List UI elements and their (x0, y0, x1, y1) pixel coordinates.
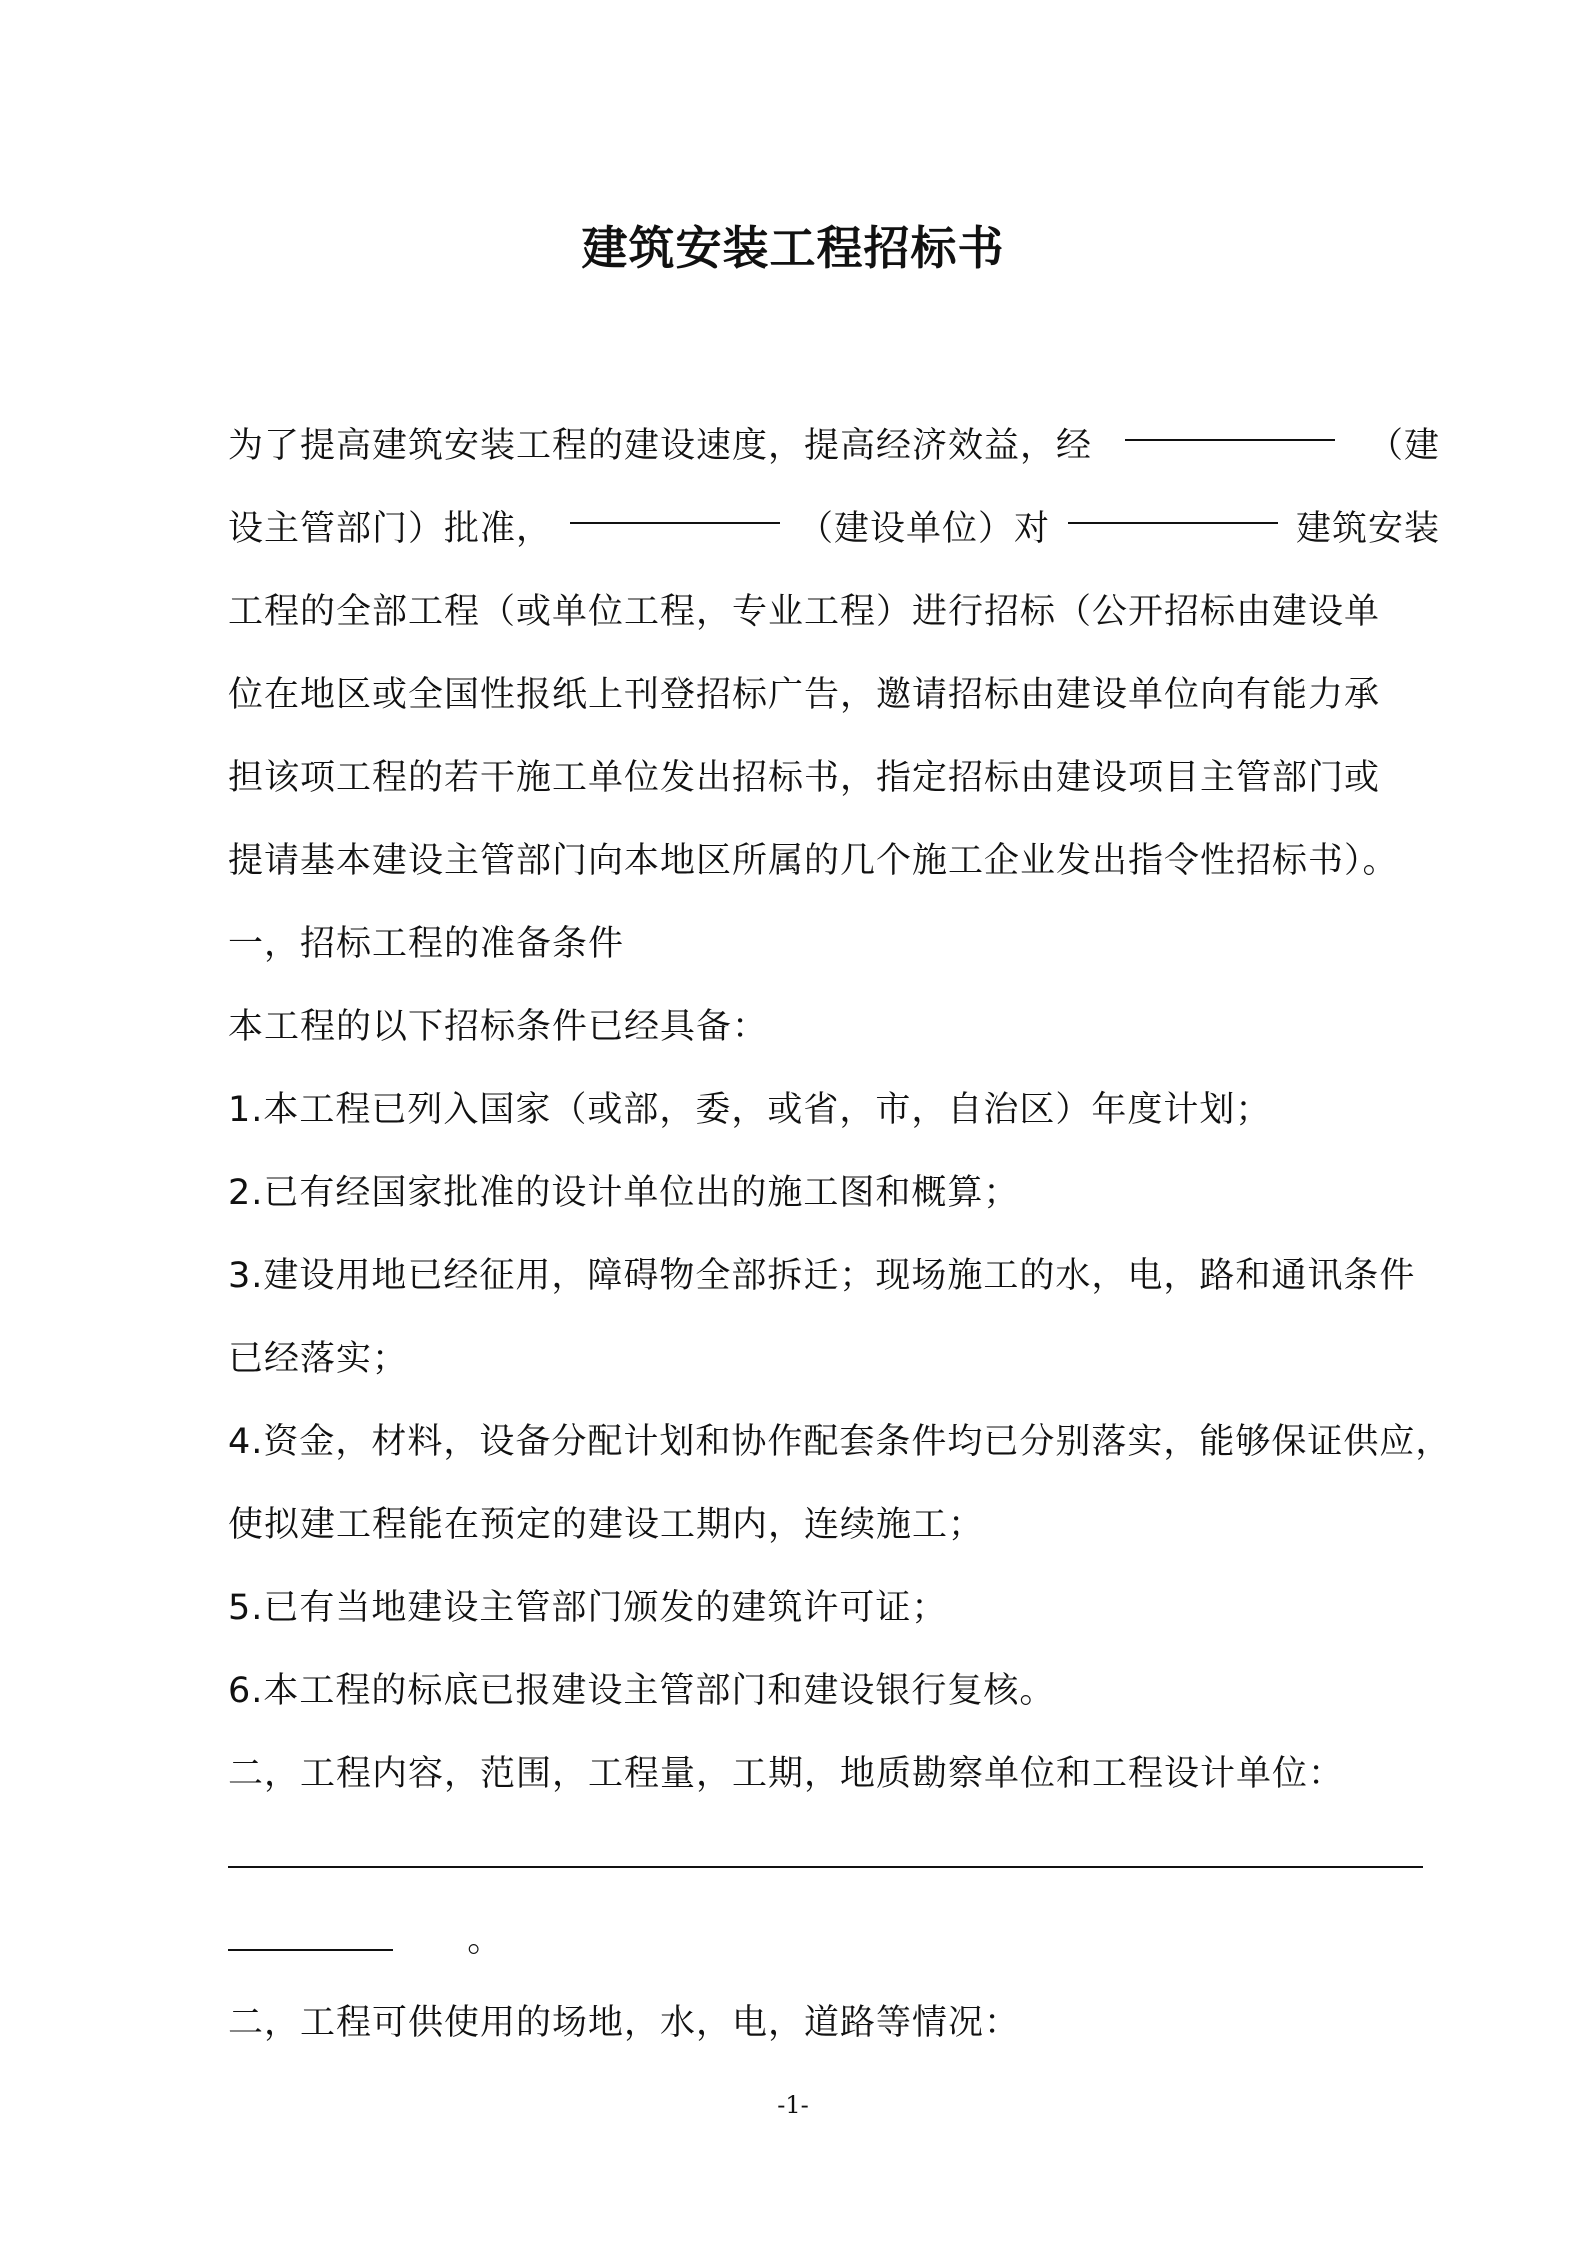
section-1-lead: 本工程的以下招标条件已经具备： (228, 1007, 769, 1047)
condition-item-6: 6.本工程的标底已报建设主管部门和建设银行复核。 (228, 1671, 1056, 1711)
blank-project-name (1068, 488, 1278, 524)
intro-text: 建筑安装 (1295, 509, 1440, 549)
condition-item-3-cont: 已经落实； (228, 1339, 409, 1379)
intro-text: （建 (1367, 426, 1440, 466)
document-body (228, 405, 1452, 2065)
blank-project-content-end (228, 1915, 393, 1951)
intro-text: 为了提高建筑安装工程的建设速度，提高经济效益，经 (228, 426, 1093, 466)
condition-item-4-cont: 使拟建工程能在预定的建设工期内，连续施工； (228, 1505, 985, 1545)
blank-approval-authority (1125, 405, 1335, 441)
intro-line-1 (228, 405, 1440, 488)
intro-line-2 (228, 488, 1440, 571)
condition-item-2: 2.已有经国家批准的设计单位出的施工图和概算； (228, 1173, 1020, 1213)
section-2-heading: 二，工程内容，范围，工程量，工期，地质勘察单位和工程设计单位： (228, 1754, 1345, 1794)
condition-item-1: 1.本工程已列入国家（或部，委，或省，市，自治区）年度计划； (228, 1090, 1272, 1130)
intro-text: 设主管部门）批准， (228, 509, 553, 549)
section-2-fill-line (228, 1816, 1440, 1899)
intro-line-6: 提请基本建设主管部门向本地区所属的几个施工企业发出指令性招标书）。 (228, 841, 1399, 881)
intro-text: （建设单位）对 (797, 509, 1050, 549)
section-3-heading: 二，工程可供使用的场地，水，电，道路等情况： (228, 2003, 1021, 2043)
intro-line-5: 担该项工程的若干施工单位发出招标书，指定招标由建设项目主管部门或 (228, 758, 1381, 798)
intro-line-4: 位在地区或全国性报纸上刊登招标广告，邀请招标由建设单位向有能力承 (228, 675, 1381, 715)
condition-item-5: 5.已有当地建设主管部门颁发的建筑许可证； (228, 1588, 948, 1628)
intro-line-3: 工程的全部工程（或单位工程，专业工程）进行招标（公开招标由建设单 (228, 592, 1381, 632)
blank-construction-unit (570, 488, 780, 524)
page-number: -1- (777, 2091, 809, 2119)
condition-item-3: 3.建设用地已经征用，障碍物全部拆迁；现场施工的水，电，路和通讯条件 (228, 1256, 1416, 1296)
section-2-fill-end (228, 1899, 1440, 1982)
condition-item-4: 4.资金，材料，设备分配计划和协作配套条件均已分别落实，能够保证供应， (228, 1422, 1452, 1462)
document-title: 建筑安装工程招标书 (581, 221, 1005, 275)
end-mark: 。 (467, 1920, 504, 1960)
blank-project-content (228, 1832, 1423, 1868)
section-1-heading: 一，招标工程的准备条件 (228, 924, 625, 964)
